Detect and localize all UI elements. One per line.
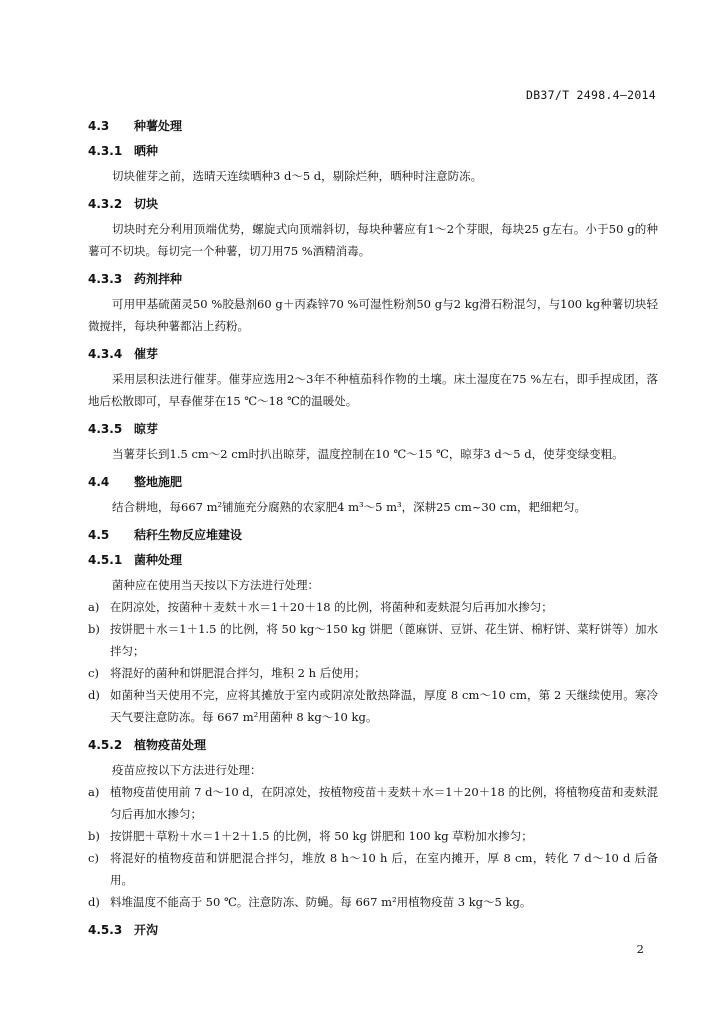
paragraph: 菌种应在使用当天按以下方法进行处理： — [112, 578, 319, 592]
paragraph: 当薯芽长到1.5 cm～2 cm时扒出晾芽，温度控制在10 ℃～15 ℃，晾芽3 d～5 d，使芽变绿变粗。 — [112, 447, 624, 461]
page-number: 2 — [636, 942, 644, 956]
list-item: c) 将混好的植物疫苗和饼肥混合拌匀，堆放 8 h～10 h 后，在室内摊开，厚 8 cm，转化 7 d～10 d 后备用。 — [88, 851, 658, 887]
paragraph: 采用层积法进行催芽。催芽应选用2～3年不种植茄科作物的土壤。床土湿度在75 %左右，即手捏成团，落地后松散即可，早春催芽在15 ℃～18 ℃的温暖处。 — [88, 372, 658, 408]
subsection-heading: 4.5.1 菌种处理 — [88, 553, 183, 567]
subsection-heading: 4.3.4 催芽 — [88, 347, 159, 361]
list-item: b) 按饼肥＋水＝1＋1.5 的比例，将 50 kg～150 kg 饼肥（蓖麻饼、豆饼、花生饼、棉籽饼、菜籽饼等）加水拌匀； — [88, 622, 658, 658]
list-item: c) 将混好的菌种和饼肥混合拌匀，堆积 2 h 后使用； — [88, 666, 366, 680]
document-code: DB37/T 2498.4—2014 — [525, 88, 656, 102]
subsection-heading: 4.5.2 植物疫苗处理 — [88, 738, 207, 752]
subsection-heading: 4.3.2 切块 — [88, 197, 159, 211]
list-item: d) 如菌种当天使用不完，应将其摊放于室内或阴凉处散热降温，厚度 8 cm～10 cm，第 2 天继续使用。寒冷天气要注意防冻。每 667 m²用菌种 8 kg～10 kg。 — [88, 688, 658, 724]
document-body — [88, 118, 658, 938]
subsection-heading: 4.3.3 药剂拌种 — [88, 272, 183, 286]
paragraph: 疫苗应按以下方法进行处理： — [112, 763, 262, 777]
section-heading: 4.4 整地施肥 — [88, 475, 183, 489]
section-heading: 4.5 秸秆生物反应堆建设 — [88, 528, 243, 542]
list-item: a) 在阴凉处，按菌种＋麦麸＋水＝1＋20＋18 的比例，将菌种和麦麸混匀后再加水掺匀； — [88, 600, 553, 614]
paragraph: 切块催芽之前，选晴天连续晒种3 d～5 d，剔除烂种，晒种时注意防冻。 — [112, 169, 483, 183]
section-heading: 4.3 种薯处理 — [88, 119, 183, 133]
subsection-heading: 4.5.3 开沟 — [88, 923, 159, 937]
list-item: a) 植物疫苗使用前 7 d～10 d，在阴凉处，按植物疫苗＋麦麸＋水＝1＋20＋18 的比例，将植物疫苗和麦麸混匀后再加水掺匀； — [88, 785, 658, 821]
subsection-heading: 4.3.5 晾芽 — [88, 422, 159, 436]
paragraph: 可用甲基硫菌灵50 %胶悬剂60 g＋丙森锌70 %可湿性粉剂50 g与2 kg滑石粉混匀，与100 kg种薯切块轻微搅拌，每块种薯都沾上药粉。 — [88, 297, 658, 333]
subsection-heading: 4.3.1 晒种 — [88, 144, 159, 158]
paragraph: 切块时充分利用顶端优势，螺旋式向顶端斜切，每块种薯应有1～2个芽眼，每块25 g左右。小于50 g的种薯可不切块。每切完一个种薯，切刀用75 %酒精消毒。 — [88, 222, 658, 258]
list-item: b) 按饼肥＋草粉＋水＝1＋2＋1.5 的比例，将 50 kg 饼肥和 100 kg 草粉加水掺匀； — [88, 829, 533, 843]
paragraph: 结合耕地，每667 m²铺施充分腐熟的农家肥4 m³～5 m³，深耕25 cm~30 cm，耙细耙匀。 — [112, 500, 586, 514]
list-item: d) 料堆温度不能高于 50 ℃。注意防冻、防蝇。每 667 m²用植物疫苗 3 kg～5 kg。 — [88, 895, 532, 909]
